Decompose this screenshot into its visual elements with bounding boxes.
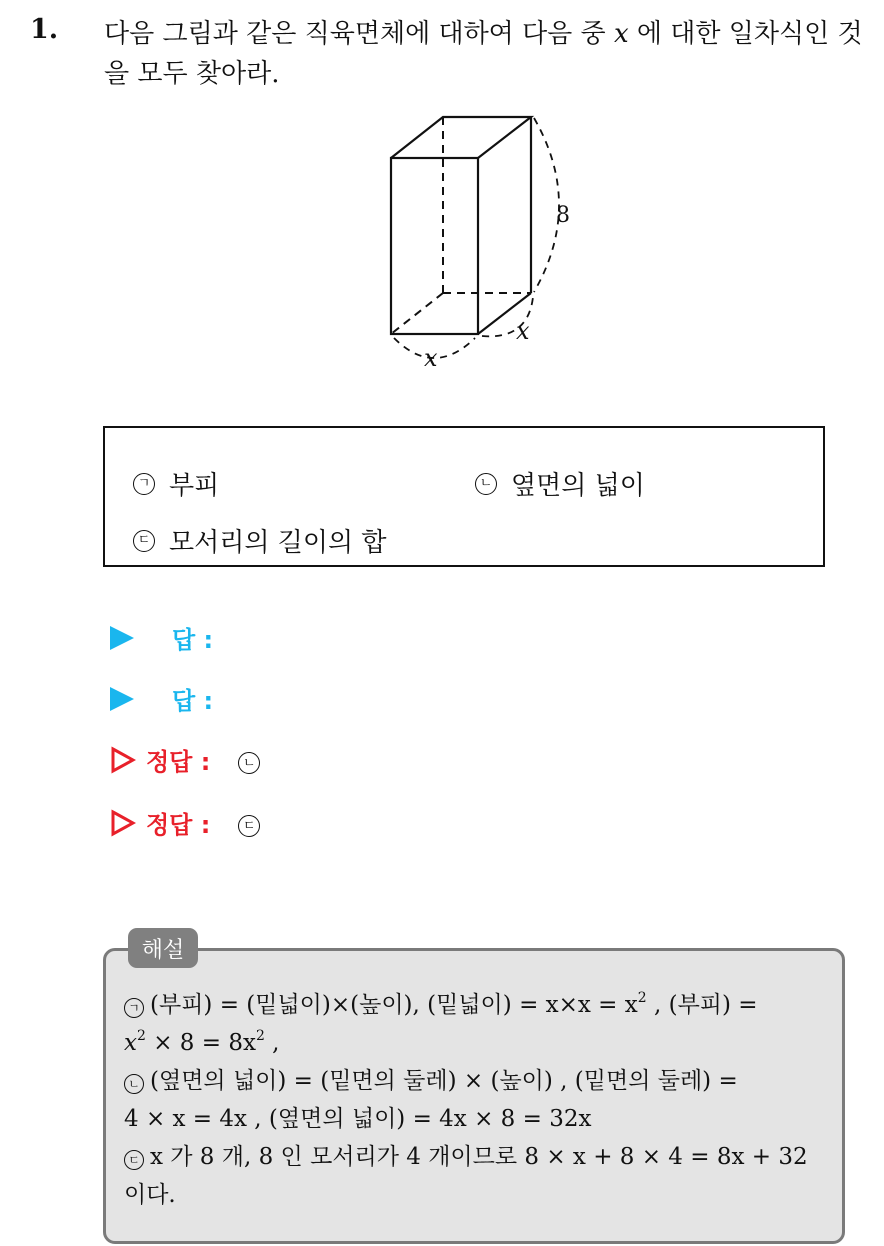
height-label: 8 xyxy=(556,203,570,228)
solution-line-3 xyxy=(124,1062,830,1100)
option-c xyxy=(133,522,386,559)
correct-row-2 xyxy=(110,805,260,840)
solution-line-1-end: , (부피) = xyxy=(646,992,758,1018)
solution-line-2-mid: × 8 = 8x xyxy=(145,1030,256,1056)
correct-label: 정답 : xyxy=(146,811,211,839)
question-number: 1. xyxy=(30,14,59,45)
answer-arrow-icon xyxy=(110,687,134,711)
depth-label: x xyxy=(516,317,530,345)
correct-label: 정답 : xyxy=(146,748,211,776)
question-text-part1: 다음 그림과 같은 직육면체에 대하여 다음 중 xyxy=(104,19,614,49)
cuboid-figure xyxy=(372,108,582,378)
cuboid-top-edges xyxy=(391,117,531,158)
solution-line-2-end: , xyxy=(264,1030,280,1056)
solution-line-1-text: (부피) = (밑넓이)×(높이), (밑넓이) = x×x = x xyxy=(150,992,638,1018)
cuboid-hidden-left xyxy=(391,293,443,334)
solution-line-2-sup2: 2 xyxy=(255,1028,265,1044)
answer-arrow-icon xyxy=(110,626,134,650)
answer-label: 답 : xyxy=(172,687,214,715)
solution-symbol-c: ㄷ xyxy=(124,1150,144,1170)
solution-symbol-a: ㄱ xyxy=(124,998,144,1018)
answer-row-2 xyxy=(110,681,241,716)
cuboid-front-face xyxy=(391,158,478,334)
option-a xyxy=(133,465,219,502)
question-text-part2: 에 대한 일차식인 것을 모두 찾아라. xyxy=(104,19,863,89)
solution-symbol-b: ㄴ xyxy=(124,1074,144,1094)
answer-row-1 xyxy=(110,620,241,655)
correct-symbol: ㄴ xyxy=(238,752,260,774)
option-c-symbol: ㄷ xyxy=(133,530,155,552)
solution-line-5 xyxy=(124,1138,830,1176)
option-c-label: 모서리의 길이의 합 xyxy=(169,528,387,558)
question-text xyxy=(104,14,874,94)
solution-line-4: 4 × x = 4x , (옆면의 넓이) = 4x × 8 = 32x xyxy=(124,1106,592,1132)
question-variable: x xyxy=(613,19,629,49)
option-a-label: 부피 xyxy=(169,471,220,501)
solution-line-6: 이다. xyxy=(124,1182,176,1208)
solution-tab: 해설 xyxy=(128,928,198,968)
solution-line-3-text: (옆면의 넓이) = (밑면의 둘레) × (높이) , (밑면의 둘레) = xyxy=(150,1068,738,1094)
solution-line-2 xyxy=(124,1024,830,1062)
solution-line-2-sup: 2 xyxy=(136,1028,146,1044)
option-b xyxy=(475,465,645,502)
width-label: x xyxy=(424,344,438,372)
correct-arrow-icon xyxy=(110,746,136,774)
correct-value xyxy=(238,808,260,838)
solution-line-2-var: x xyxy=(124,1030,137,1056)
solution-text xyxy=(124,986,830,1214)
option-b-label: 옆면의 넓이 xyxy=(511,471,645,501)
solution-line-1 xyxy=(124,986,830,1024)
solution-line-1-sup: 2 xyxy=(637,990,647,1006)
correct-arrow-icon xyxy=(110,809,136,837)
correct-value xyxy=(238,745,260,775)
option-a-symbol: ㄱ xyxy=(133,473,155,495)
correct-row-1 xyxy=(110,742,260,777)
answer-label: 답 : xyxy=(172,626,214,654)
option-b-symbol: ㄴ xyxy=(475,473,497,495)
correct-symbol: ㄷ xyxy=(238,815,260,837)
solution-line-5-text: x 가 8 개, 8 인 모서리가 4 개이므로 8 × x + 8 × 4 = 8x + 32 xyxy=(150,1144,808,1170)
